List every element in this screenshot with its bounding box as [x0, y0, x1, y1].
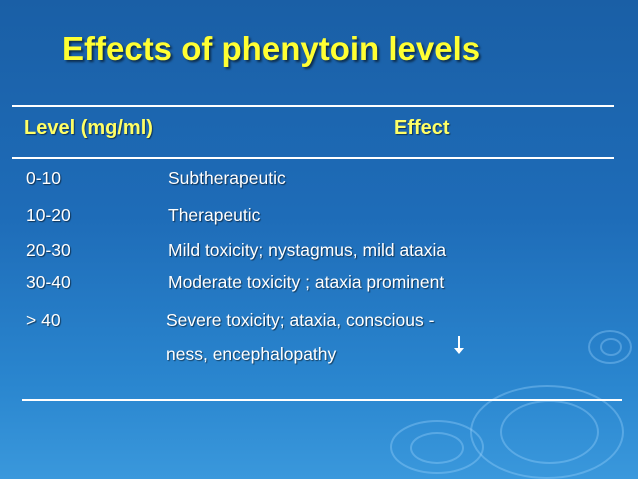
- table-row-level: 0-10: [26, 168, 62, 188]
- table-row-effect: Severe toxicity; ataxia, conscious -: [166, 310, 435, 330]
- table-row-effect: Mild toxicity; nystagmus, mild ataxia: [168, 240, 447, 260]
- column-header-level: Level (mg/ml): [24, 117, 153, 139]
- table-row-effect: Therapeutic: [168, 205, 261, 225]
- ripple-decoration: [600, 338, 622, 356]
- table-row-effect-continued: ness, encephalopathy: [166, 344, 337, 364]
- ripple-decoration: [500, 400, 599, 464]
- down-arrow-icon: [458, 336, 460, 350]
- table-row-level: > 40: [26, 310, 61, 330]
- table-row-level: 30-40: [26, 272, 71, 292]
- table-row-level: 10-20: [26, 205, 71, 225]
- table-header-rule: [12, 157, 614, 159]
- ripple-decoration: [410, 432, 464, 464]
- slide-title: Effects of phenytoin levels: [62, 30, 481, 67]
- table-top-rule: [12, 105, 614, 107]
- table-row-level: 20-30: [26, 240, 71, 260]
- table-row-effect: Moderate toxicity ; ataxia prominent: [168, 272, 445, 292]
- column-header-effect: Effect: [394, 117, 450, 139]
- table-row-effect: Subtherapeutic: [168, 168, 286, 188]
- table-bottom-rule: [22, 399, 622, 401]
